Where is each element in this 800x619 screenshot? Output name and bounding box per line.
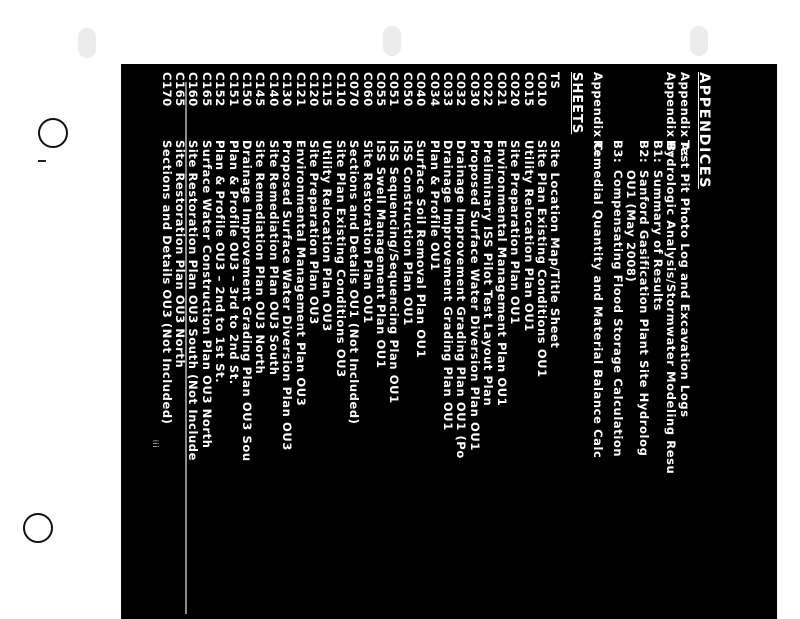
sheet-row <box>307 72 320 612</box>
sheet-title: Site Restoration Plan OU3 North <box>172 140 187 369</box>
sheet-code: C040 <box>414 72 429 107</box>
sheet-row <box>414 72 427 612</box>
sheet-title: Utility Relocation Plan OU3 <box>320 140 335 332</box>
sheet-row <box>468 72 481 612</box>
sheet-title: Plan & Profile OU3 – 2nd to 1st St. <box>213 140 228 384</box>
sheet-row <box>280 72 293 612</box>
sheet-title: Sections and Details OU1 (Not Included) <box>347 140 362 425</box>
sheet-row <box>360 72 373 612</box>
sheet-code: C015 <box>521 72 536 107</box>
sheet-code: C140 <box>266 72 281 107</box>
appendix-b-item <box>624 72 637 612</box>
sheet-code: C030 <box>467 72 482 107</box>
sheet-code: C130 <box>280 72 295 107</box>
margin-tick <box>38 160 46 162</box>
sheet-code: C070 <box>347 72 362 107</box>
sheet-title: Surface Soil Removal Plan OU1 <box>414 140 429 359</box>
appendix-b-item <box>637 72 650 612</box>
sheet-code: C165 <box>199 72 214 107</box>
sheet-code: C145 <box>253 72 268 107</box>
sheet-row <box>548 72 561 612</box>
scan-shadow-right <box>690 26 708 56</box>
appendix-b-text: OU1 (May 2008) <box>623 170 638 283</box>
sheet-row <box>320 72 333 612</box>
sheet-row <box>347 72 360 612</box>
appendix-b-text: Sanford Gasification Plant Site Hydrolog <box>637 170 652 457</box>
sheet-code: C050 <box>400 72 415 107</box>
sheet-title: Proposed Surface Water Diversion Plan OU1 <box>467 140 482 451</box>
sheet-row <box>454 72 467 612</box>
punch-hole-bottom <box>23 513 53 543</box>
sheet-row <box>481 72 494 612</box>
sheet-title: ISS Sequencing/Sequencing Plan OU1 <box>387 140 402 404</box>
sheet-row <box>293 72 306 612</box>
sheet-code: C121 <box>293 72 308 107</box>
sheet-title: ISS Swell Management Plan OU1 <box>374 140 389 369</box>
appendix-text: Test Pit Photo Log and Excavation Logs <box>677 140 692 418</box>
appendix-label: Appendix A: <box>677 72 692 158</box>
sheet-code: C033 <box>441 72 456 107</box>
appendix-b-item <box>610 72 623 612</box>
sheet-title: Site Plan Existing Conditions OU1 <box>534 140 549 378</box>
sheet-code: C034 <box>427 72 442 107</box>
sheet-title: Environmental Management Plan OU3 <box>293 140 308 407</box>
appendix-label: Appendix C: <box>591 72 606 157</box>
appendix-b-item <box>650 72 663 612</box>
sheet-list <box>159 72 561 612</box>
sheet-code: C160 <box>186 72 201 107</box>
sheet-code: C120 <box>307 72 322 107</box>
sheet-title: Drainage Improvement Grading Plan OU1 (Po <box>454 140 469 459</box>
appendix-b-code: B3: <box>610 140 625 164</box>
sheet-row <box>494 72 507 612</box>
scan-shadow-center <box>383 26 401 56</box>
sheet-title: Plan & Profile OU1 <box>427 140 442 271</box>
sheet-row <box>333 72 346 612</box>
sheet-title: ISS Construction Plan OU1 <box>400 140 415 326</box>
sheet-code: C051 <box>387 72 402 107</box>
sheet-title: Drainage Improvement Grading Plan OU1 <box>441 140 456 431</box>
sheet-code: C060 <box>360 72 375 107</box>
sheet-code: C110 <box>333 72 348 107</box>
sheet-row <box>400 72 413 612</box>
sheet-title: Environmental Management Plan OU1 <box>494 140 509 407</box>
sheet-row <box>374 72 387 612</box>
sheet-row <box>226 72 239 612</box>
sheet-title: Site Preparation Plan OU3 <box>307 140 322 325</box>
sheet-title: Site Restoration Plan OU3 South (Not Include <box>186 140 201 462</box>
sheet-row <box>213 72 226 612</box>
sheet-code: C115 <box>320 72 335 107</box>
sheet-code: C152 <box>213 72 228 107</box>
sheet-code: C150 <box>240 72 254 107</box>
sheet-code: C032 <box>454 72 469 107</box>
sheet-code: C055 <box>374 72 389 107</box>
sheet-title: Drainage Improvement Grading Plan OU3 Sou <box>240 140 254 462</box>
sheet-row <box>173 72 186 612</box>
sheet-title: Proposed Surface Water Diversion Plan OU3 <box>280 140 295 451</box>
appendix-text: Hydrologic Analysis/Stormwater Modeling Resu <box>664 140 679 475</box>
sheet-row <box>508 72 521 612</box>
sheet-row <box>159 72 172 612</box>
sheet-title: Plan & Profile OU3 – 3rd to 2nd St. <box>226 140 241 385</box>
sheet-title: Site Remediation Plan OU3 North <box>253 140 268 375</box>
sheet-code: C165 <box>172 72 187 107</box>
sheet-row <box>186 72 199 612</box>
appendix-row <box>591 72 604 612</box>
sheet-row <box>387 72 400 612</box>
appendix-b-text: Summary of Results <box>650 170 665 312</box>
sheet-row <box>199 72 212 612</box>
appendix-label: Appendix B: <box>664 72 679 157</box>
appendix-row <box>664 72 677 612</box>
sheet-row <box>535 72 548 612</box>
appendix-text: Remedial Quantity and Material Balance Calc <box>591 140 606 459</box>
sheet-row <box>521 72 534 612</box>
sheet-title: Site Restoration Plan OU1 <box>360 140 375 324</box>
sheet-title: Site Location Map/Title Sheet <box>548 140 563 349</box>
sheet-code: C020 <box>508 72 523 107</box>
scan-shadow-left <box>78 28 96 58</box>
sheet-code: C151 <box>226 72 241 107</box>
sheet-code: C022 <box>481 72 496 107</box>
appendix-row <box>677 72 690 612</box>
punch-hole-top <box>38 118 68 148</box>
document-content <box>159 72 710 612</box>
appendix-b-code <box>624 140 637 170</box>
sheets-heading: SHEETS <box>568 72 584 135</box>
appendix-b-code: B2: <box>637 140 652 164</box>
sheet-row <box>441 72 454 612</box>
appendix-b-code: B1: <box>650 140 665 164</box>
sheet-row <box>427 72 440 612</box>
sheet-row <box>240 72 253 612</box>
sheet-title: Surface Water Construction Plan OU3 North <box>199 140 214 449</box>
page-number: iii <box>151 440 160 449</box>
sheet-code: C170 <box>159 72 174 107</box>
sheet-title: Site Plan Existing Conditions OU3 <box>333 140 348 378</box>
sheet-title: Preliminary ISS Pilot Test Layout Plan <box>481 140 496 407</box>
sheet-title: Site Remediation Plan OU3 South <box>266 140 281 376</box>
sheet-title: Sections and Details OU3 (Not Included) <box>159 140 174 425</box>
sheet-row <box>266 72 279 612</box>
sheet-row <box>253 72 266 612</box>
appendices-heading: APPENDICES <box>696 72 712 189</box>
sheet-code: C010 <box>534 72 549 107</box>
appendix-b-text: Compensating Flood Storage Calculation <box>610 170 625 458</box>
sheet-code: TS <box>548 72 563 90</box>
sheet-title: Site Preparation Plan OU1 <box>508 140 523 325</box>
sheet-title: Utility Relocation Plan OU1 <box>521 140 536 332</box>
sheet-code: C021 <box>494 72 509 107</box>
